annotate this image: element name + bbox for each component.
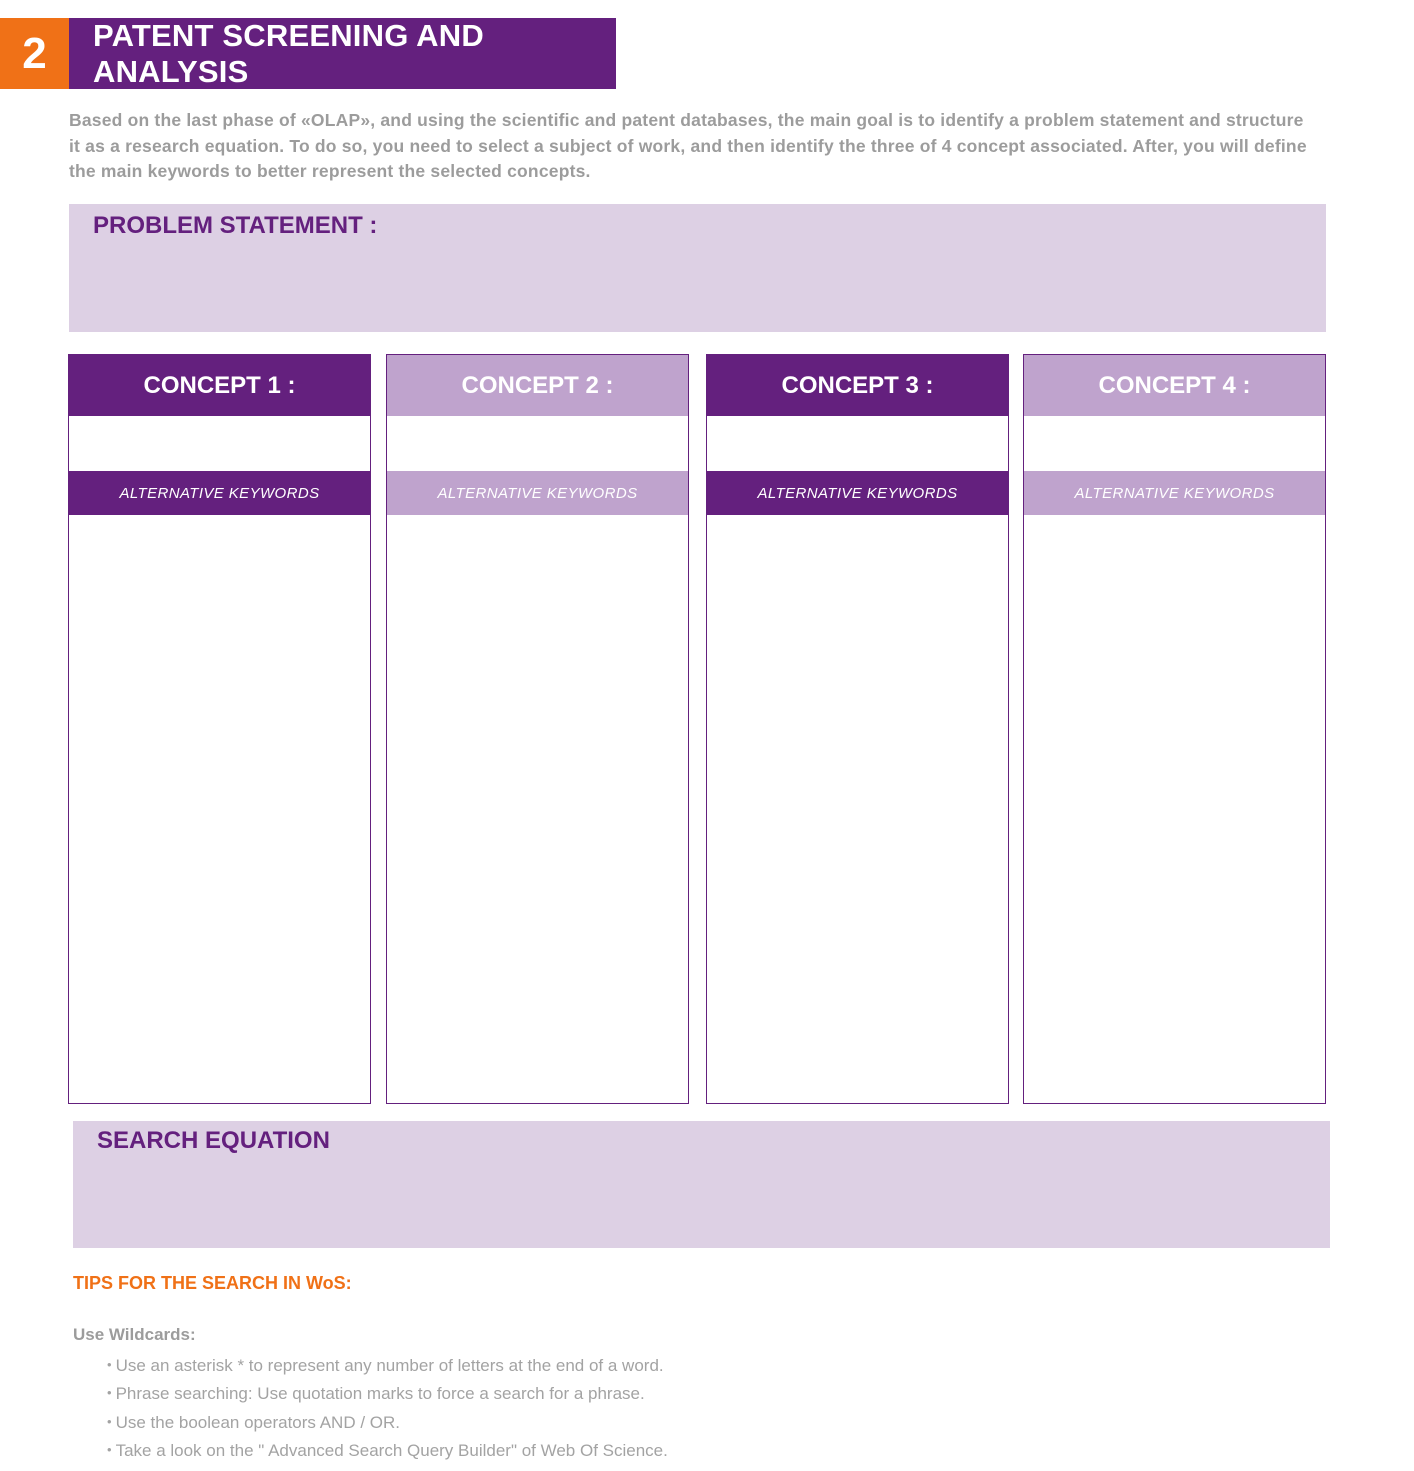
tips-list xyxy=(107,1351,668,1464)
concept-1-alt-keywords-header: ALTERNATIVE KEYWORDS xyxy=(69,471,370,515)
tips-title: TIPS FOR THE SEARCH IN WoS: xyxy=(73,1273,352,1293)
concept-4-alt-keywords-header: ALTERNATIVE KEYWORDS xyxy=(1024,471,1325,515)
concept-1-header: CONCEPT 1 : xyxy=(69,355,370,416)
intro-paragraph: Based on the last phase of «OLAP», and using the scientific and patent databases, the main goal is to identify a problem statement and structure it as a research equation. To do so, you need to select a subject of work, and then identify the three of 4 concept associated. After, you will define the main keywords to better represent the selected concepts. xyxy=(69,110,1307,181)
list-item xyxy=(107,1408,668,1436)
search-equation-label: SEARCH EQUATION xyxy=(97,1127,330,1154)
tip-text: Use an asterisk * to represent any number of letters at the end of a word. xyxy=(115,1356,664,1375)
concept-4-header: CONCEPT 4 : xyxy=(1024,355,1325,416)
search-equation-box[interactable] xyxy=(73,1121,1330,1248)
concept-2-alt-keywords-header: ALTERNATIVE KEYWORDS xyxy=(387,471,688,515)
step-number-badge: 2 xyxy=(0,18,69,89)
concept-2-header: CONCEPT 2 : xyxy=(387,355,688,416)
tip-text: Use the boolean operators AND / OR. xyxy=(115,1412,400,1432)
concept-3-header: CONCEPT 3 : xyxy=(707,355,1008,416)
concept-2-column[interactable] xyxy=(386,354,689,1104)
problem-statement-box[interactable] xyxy=(69,204,1326,332)
list-item xyxy=(107,1436,668,1464)
page-title: PATENT SCREENING AND ANALYSIS xyxy=(69,18,616,89)
concept-1-column[interactable] xyxy=(68,354,371,1104)
tip-text: Take a look on the " Advanced Search Query Builder" of Web Of Science. xyxy=(115,1440,668,1460)
list-item xyxy=(107,1351,668,1379)
list-item xyxy=(107,1379,668,1407)
tip-text: Phrase searching: Use quotation marks to force a search for a phrase. xyxy=(115,1384,645,1404)
wildcards-label: Use Wildcards: xyxy=(73,1325,196,1344)
problem-statement-label: PROBLEM STATEMENT : xyxy=(93,212,378,239)
concept-3-alt-keywords-header: ALTERNATIVE KEYWORDS xyxy=(707,471,1008,515)
concept-3-column[interactable] xyxy=(706,354,1009,1104)
concept-4-column[interactable] xyxy=(1023,354,1326,1104)
